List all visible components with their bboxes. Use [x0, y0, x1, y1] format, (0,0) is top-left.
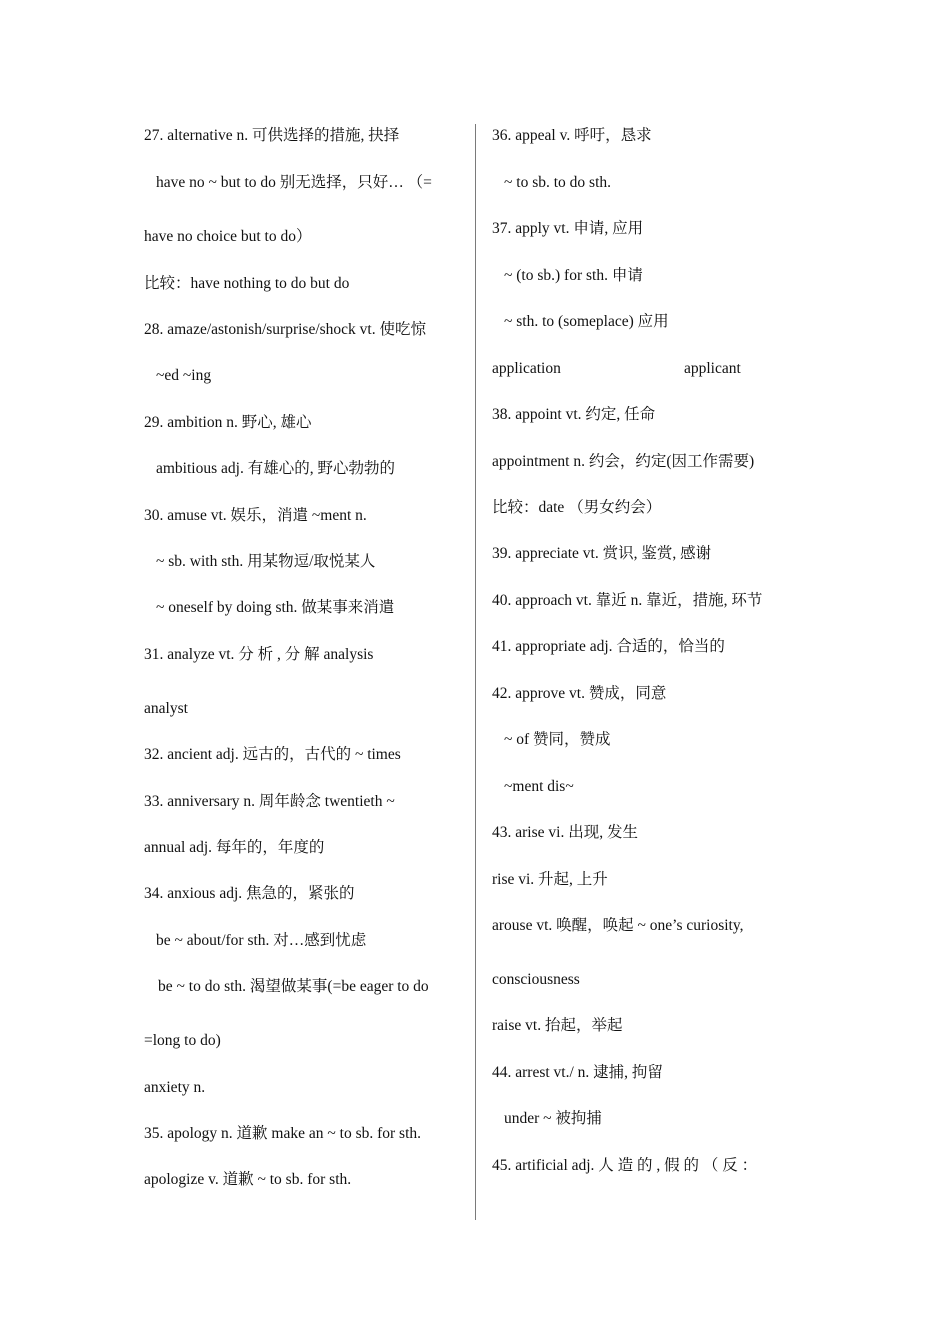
entry-line: 28. amaze/astonish/surprise/shock vt. 使吃惊 [144, 321, 426, 338]
entry-line: have no ~ but to do 别无选择，只好… （= [156, 174, 432, 191]
column-divider [475, 124, 476, 1220]
entry-line: 39. appreciate vt. 赏识, 鉴赏, 感谢 [492, 545, 712, 562]
entry-line: 31. analyze vt. 分 析 , 分 解 analysis [144, 646, 374, 663]
entry-line: 29. ambition n. 野心, 雄心 [144, 414, 312, 431]
entry-line: 37. apply vt. 申请, 应用 [492, 220, 644, 237]
entry-line: have no choice but to do） [144, 228, 312, 245]
entry-line: 30. amuse vt. 娱乐，消遣 ~ment n. [144, 507, 367, 524]
entry-line: 42. approve vt. 赞成，同意 [492, 685, 667, 702]
entry-line: ~ (to sb.) for sth. 申请 [504, 267, 643, 284]
entry-line: rise vi. 升起, 上升 [492, 871, 608, 888]
entry-line: arouse vt. 唤醒，唤起 ~ one’s curiosity, [492, 917, 744, 934]
entry-line: ~ of 赞同，赞成 [504, 731, 611, 748]
entry-line: 45. artificial adj. 人 造 的 , 假 的 （ 反 ： [492, 1157, 758, 1174]
entry-line: ~ment dis~ [504, 778, 574, 795]
entry-line: be ~ about/for sth. 对…感到忧虑 [156, 932, 367, 949]
entry-line: ~ oneself by doing sth. 做某事来消遣 [156, 599, 395, 616]
entry-line: anxiety n. [144, 1079, 206, 1096]
entry-line: ~ sb. with sth. 用某物逗/取悦某人 [156, 553, 376, 570]
entry-line: 36. appeal v. 呼吁，恳求 [492, 127, 652, 144]
entry-line: appointment n. 约会，约定(因工作需要) [492, 453, 755, 470]
entry-line: ~ to sb. to do sth. [504, 174, 611, 191]
entry-line: 38. appoint vt. 约定, 任命 [492, 406, 656, 423]
entry-line: apologize v. 道歉 ~ to sb. for sth. [144, 1171, 352, 1188]
entry-line: 40. approach vt. 靠近 n. 靠近，措施, 环节 [492, 592, 763, 609]
entry-line: raise vt. 抬起，举起 [492, 1017, 623, 1034]
entry-line: 27. alternative n. 可供选择的措施, 抉择 [144, 127, 400, 144]
entry-line: 比较：have nothing to do but do [144, 275, 350, 292]
entry-line: 41. appropriate adj. 合适的，恰当的 [492, 638, 725, 655]
entry-line: 33. anniversary n. 周年龄念 twentieth ~ [144, 793, 395, 810]
entry-line: 比较：date （男女约会） [492, 499, 662, 516]
entry-line: under ~ 被拘捕 [504, 1110, 602, 1127]
entry-line: ambitious adj. 有雄心的, 野心勃勃的 [156, 460, 395, 477]
entry-line: 34. anxious adj. 焦急的，紧张的 [144, 885, 355, 902]
entry-line: ~ sth. to (someplace) 应用 [504, 313, 669, 330]
entry-line: 44. arrest vt./ n. 逮捕, 拘留 [492, 1064, 663, 1081]
entry-line: 43. arise vi. 出现, 发生 [492, 824, 638, 841]
entry-line: 32. ancient adj. 远古的，古代的 ~ times [144, 746, 401, 763]
entry-line: be ~ to do sth. 渴望做某事(=be eager to do [158, 978, 429, 995]
entry-line: annual adj. 每年的，年度的 [144, 839, 325, 856]
entry-line: consciousness [492, 971, 580, 988]
entry-line: applicant [684, 360, 741, 377]
entry-line: 35. apology n. 道歉 make an ~ to sb. for sth. [144, 1125, 422, 1142]
entry-line: application [492, 360, 561, 377]
entry-line: analyst [144, 700, 188, 717]
entry-line: =long to do) [144, 1032, 221, 1049]
entry-line: ~ed ~ing [156, 367, 212, 384]
